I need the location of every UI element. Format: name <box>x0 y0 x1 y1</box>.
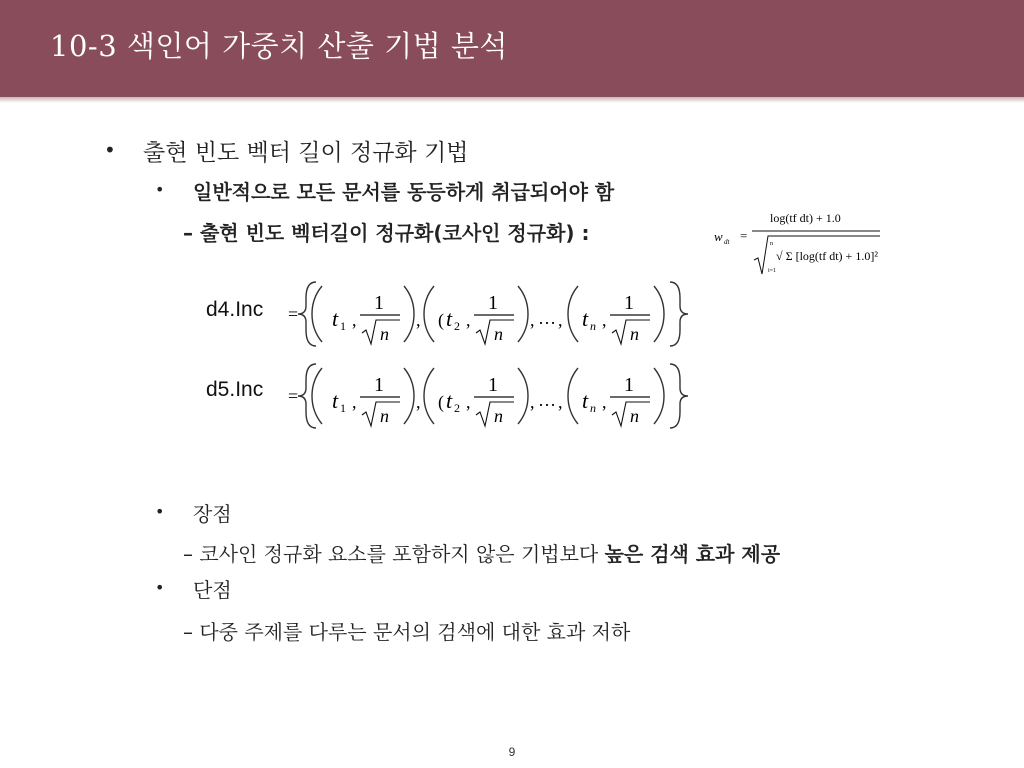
svg-text:,: , <box>558 392 563 412</box>
formula-lhs: w <box>714 229 723 244</box>
d4-vector-formula <box>286 278 692 350</box>
svg-text:,: , <box>416 310 421 330</box>
svg-text:1: 1 <box>488 374 498 396</box>
bullet-icon: • <box>155 180 165 199</box>
svg-text:,: , <box>352 310 357 330</box>
svg-text:1: 1 <box>340 401 346 415</box>
svg-text:(: ( <box>438 310 444 330</box>
svg-text:n: n <box>590 319 596 333</box>
cosine-normalization-text: – 출현 빈도 벡터길이 정규화(코사인 정규화) : <box>183 221 590 245</box>
svg-text:n: n <box>380 406 389 426</box>
svg-text:n: n <box>494 406 503 426</box>
svg-text:,: , <box>416 392 421 412</box>
bullet-icon: • <box>155 578 165 597</box>
bullet-icon: • <box>155 502 165 521</box>
svg-text:t: t <box>332 388 339 413</box>
d5-vector-formula <box>286 360 692 432</box>
svg-text:1: 1 <box>374 292 384 314</box>
svg-text:,: , <box>558 310 563 330</box>
svg-text:(: ( <box>438 392 444 412</box>
svg-text:,: , <box>352 392 357 412</box>
formula-sum-upper: n <box>770 241 773 247</box>
svg-text:,: , <box>530 310 535 330</box>
svg-text:,: , <box>602 392 607 412</box>
page-number: 9 <box>508 745 516 759</box>
pros-label: 장점 <box>193 502 232 526</box>
sub-bullet-equal-treatment: 일반적으로 모든 문서를 동등하게 취급되어야 함 <box>193 180 615 204</box>
svg-text:,: , <box>530 392 535 412</box>
svg-text:1: 1 <box>488 292 498 314</box>
svg-text:2: 2 <box>454 319 460 333</box>
pros-highlight: 높은 검색 효과 제공 <box>604 542 781 566</box>
bullet-icon: • <box>104 138 116 162</box>
svg-text:,: , <box>466 392 471 412</box>
pros-description: – 코사인 정규화 요소를 포함하지 않은 기법보다 <box>183 542 599 566</box>
svg-text:=: = <box>288 304 299 324</box>
svg-text:t: t <box>582 306 589 331</box>
svg-text:t: t <box>582 388 589 413</box>
svg-text:n: n <box>630 406 639 426</box>
svg-text:1: 1 <box>624 374 634 396</box>
svg-text:…: … <box>538 308 556 328</box>
svg-text:t: t <box>332 306 339 331</box>
svg-text:n: n <box>380 324 389 344</box>
cosine-weight-formula <box>712 204 887 282</box>
slide-title: 10-3 색인어 가중치 산출 기법 분석 <box>50 29 508 63</box>
d4-label: d4.Inc <box>206 298 264 321</box>
svg-text:2: 2 <box>454 401 460 415</box>
svg-text:…: … <box>538 390 556 410</box>
svg-text:1: 1 <box>340 319 346 333</box>
title-bar-shadow <box>0 97 1024 103</box>
svg-text:1: 1 <box>624 292 634 314</box>
formula-denominator: √ Σ [log(tf dt) + 1.0]² <box>776 249 878 263</box>
svg-text:t: t <box>446 306 453 331</box>
pros-text <box>183 538 780 567</box>
svg-text:n: n <box>630 324 639 344</box>
d5-label: d5.Inc <box>206 378 264 401</box>
svg-text:1: 1 <box>374 374 384 396</box>
svg-text:=: = <box>288 386 299 406</box>
svg-text:,: , <box>466 310 471 330</box>
formula-sum-lower: i=1 <box>768 268 777 274</box>
main-bullet-text: 출현 빈도 벡터 길이 정규화 기법 <box>143 140 469 166</box>
formula-numerator: log(tf dt) + 1.0 <box>770 211 841 225</box>
cons-label: 단점 <box>193 578 232 602</box>
svg-text:n: n <box>494 324 503 344</box>
formula-lhs-sub: dt <box>724 238 730 246</box>
svg-text:=: = <box>740 228 748 243</box>
svg-text:t: t <box>446 388 453 413</box>
svg-text:n: n <box>590 401 596 415</box>
cons-text: – 다중 주제를 다루는 문서의 검색에 대한 효과 저하 <box>183 620 631 644</box>
svg-text:,: , <box>602 310 607 330</box>
